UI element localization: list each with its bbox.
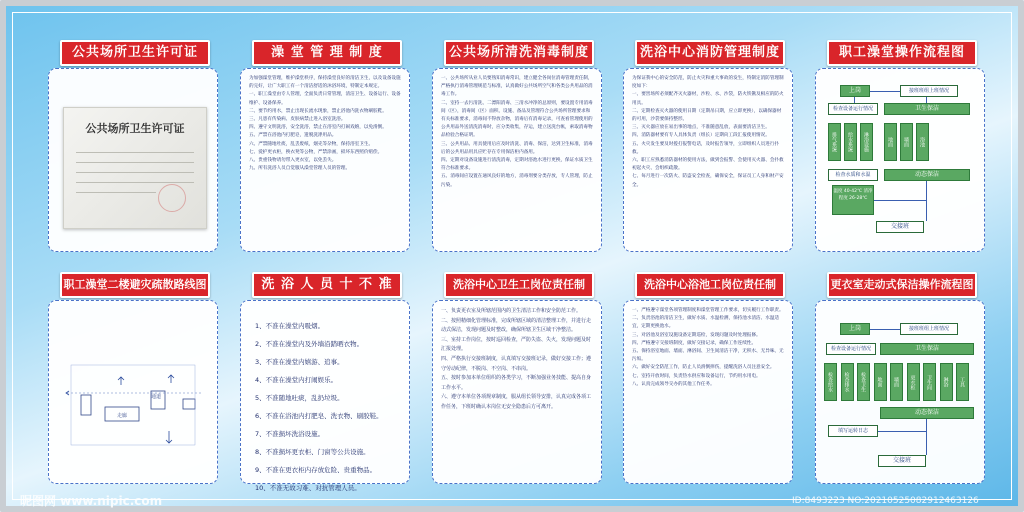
rule-item: 2、不准在澡堂内及外墙沿踏晒衣物。 [255, 340, 364, 348]
rule-item: 7、不准损坏洗浴设施。 [255, 430, 325, 438]
rule-item: 1、不准在澡堂内吸烟。 [255, 322, 325, 330]
panel-permit [48, 68, 218, 252]
flow2-column: 检查卫生 [857, 363, 870, 401]
panel-bath-flow [815, 68, 985, 252]
title-permit: 公共场所卫生许可证 [60, 40, 210, 66]
panel-disinfection [432, 68, 602, 252]
permit-title: 公共场所卫生许可证 [85, 122, 185, 135]
panel-fire-safety [623, 68, 793, 252]
flow1-onduty: 上岗 [840, 85, 870, 97]
rule-item: 10、不准无故习难、对抗管理人员。 [255, 484, 361, 492]
rule-item: 6、不准在浴池内打肥皂、洗衣物、刷胶鞋。 [255, 412, 383, 420]
image-id-watermark: ID:8493223 NO:20210525082912463126 [792, 496, 979, 506]
bath-rules-text: 为加强澡堂管理，维护澡堂秩序，保持澡堂良好的清洁卫生，以及设备设施的完好，让广大职工有一个清洁舒适的沐浴环境，特制定本规定。 一、职工澡堂由专人管理，全面负责日常管理，清洁卫生、设备运行、设备维护、设备保养。 二、要节约用水，禁止出现长流水现象，禁止浴池内洗衣物刷胶鞋。 三、凡患有传染病、皮肤病禁止进入浴室洗浴。 四、遵守文明洗浴，安全洗浴，禁止在浴室内打闹戏嬉，以免滑倒。 五、严禁在浴池内打肥皂，遗脱洗涤用品。 六、严禁随地吐痰，乱丢废纸，烟壳等杂物，保持浴室卫生。 七、爱护更衣柜，换衣凳等公物，严禁涂画，损坏东西照价赔偿。 八、贵重钱物请勿带入更衣室，以免丢失。 九、所有洗浴人员自觉服从澡堂管理人员的管理。 [249, 76, 401, 172]
rule-item: 5、不准随地吐痰，乱扔垃圾。 [255, 394, 344, 402]
rule-item: 9、不准在更衣柜内存放危险、贵重物品。 [255, 466, 377, 474]
map-label-passage: 通道 [151, 394, 162, 400]
evacuation-map [61, 335, 205, 455]
flow2-column: 工具 [956, 363, 969, 401]
flow2-handover-check: 接班班组上班情况 [900, 323, 958, 335]
panel-bath-rules [240, 68, 410, 252]
rule-item: 8、不准损坏更衣柜、门窗等公共设施。 [255, 448, 370, 456]
flow2-cleaning: 卫生保洁 [880, 343, 974, 355]
flow1-shift-handover: 交接班 [876, 221, 924, 233]
flow2-column: 更衣柜 [907, 363, 920, 401]
ten-rules-list [241, 317, 409, 497]
flow1-equipment-check: 检查设备运行情况 [828, 103, 878, 115]
panel-locker-flow [815, 300, 985, 484]
flow2-column: 检查排水 [841, 363, 854, 401]
flow1-dynamic-clean: 动态保洁 [884, 169, 970, 181]
disinfection-text: 一、公共场所从业人员要熟知消毒常识，建立健全各岗位消毒管理责任制，严格执行消毒管理规范与标准，认真做好公共场所空气和各类公共用品的消毒工作。 二、室持一去污清洗、二漂阳消毒、三清水冲净的总原则，要设置专用消毒间（区），消毒间（区）面积、设施、备品及管理符合公共场所管理要求和有关标准要求，消毒间不得放杂物，消毒后有消毒记录，可查看管理使用的公共用品外送清洗消毒时，应分类收集，存运，建立送洗台帐，索取消毒物品检验合格证明。 三、公共用品、用具使用后应及时清洗、消毒、保洁，达到卫生标准，消毒后的公共用品用具应贮存在专用保洁柜内备用。 四、定期对设备设施进行清洗消毒，定期对浴池水进行更换，保证水质卫生符合标准要求。 五、消毒间应设置在通风良好的地方，消毒剂要分类存放，专人管理，防止污染。 [441, 76, 593, 188]
rule-item: 3、不准在澡堂内嬉游、追事。 [255, 358, 344, 366]
flow2-dynamic-clean: 动态保洁 [880, 407, 974, 419]
flow1-handover-check: 接班班组上班情况 [900, 85, 958, 97]
flow1-column: 给水系统 [844, 123, 857, 161]
flow2-onduty: 上岗 [840, 323, 870, 335]
flow2-equipment-check: 检查设备运行情况 [826, 343, 876, 355]
flow1-column: 排气系统 [828, 123, 841, 161]
title-pool-duty: 洗浴中心浴池工岗位责任制 [635, 272, 785, 298]
flow2-column: 卫生间 [923, 363, 936, 401]
flow2-column: 检查给水 [824, 363, 837, 401]
rule-item: 4、不准在澡堂内打闹娱乐。 [255, 376, 338, 384]
flow1-column: 墙面 [900, 123, 913, 161]
title-disinfection: 公共场所清洗消毒制度 [444, 40, 594, 66]
site-watermark: 昵图网 www.nipic.com [20, 494, 163, 508]
permit-certificate [63, 107, 207, 229]
flow2-shift-handover: 交接班 [878, 455, 926, 467]
flow1-cleaning: 卫生保洁 [884, 103, 970, 115]
fire-safety-text: 为保证我中心的安全防范，防止火灾和重大事故的发生，特制定消防管理制度如下： 一、要害场所必须配齐灭火器材，沙粒、水、沙袋，防火铁锹及相应的防火用具。 二、定期检查灭火器的使用日期（定期吊日期，应立即更换），以确保器材的可用，沙袋要保持整形。 三、灭火器应放在易出事的地点，不准随意乱放，表面要清洁卫生。 四、消防器材要有专人具体负责（组长）定期向工段汇报使用情况。 五、火灾发生要及时拨打报警电话，及时报告领导，立即组织人员进行扑救。 六、职工应熟悉消防器材的使用方法，做到会报警、会使用灭火器、会扑救初起火灾、会组织疏散。 七、每月进行一次防火、防盗安全检查，确保安全，保证员工人身和财产安全。 [632, 76, 784, 188]
flow1-temperature: 温度 40-42℃ 清净程度 26-28℃ [832, 185, 874, 215]
flow1-column: 地面 [884, 123, 897, 161]
title-bath-flow: 职工澡堂操作流程图 [827, 40, 977, 66]
flow2-log: 填写运转日志 [828, 425, 878, 437]
panel-evacuation-map [48, 300, 218, 484]
cleaner-duty-text: 一、负责更衣室及所辖范围内的卫生清洁工作和安全防范工作。 二、按照精细化管理标准，完成所辖区域的清洁整理工作，并进行走动式保洁，发现问题及时整改，确保所辖卫生区域干净整洁。 三、室持工作岗位，按时巡回检查，严防失盗、失火，发现问题及时汇报处理。 四、严格执行交接班制度，认真填写交接班记录，做好交接工作；遵守劳动纪律，不脱岗、不空岗、不串岗。 五、按时参加本单位组织的各类学习，不断加强业务技能、提高自身工作水平。 六、遵守本单位各项规章制度，服从组长领导安排，认真完成各项工作任务，下班时确认本岗位无安全隐患后方可离开。 [441, 308, 592, 410]
panel-ten-rules [240, 300, 410, 492]
panel-cleaner-duty [432, 300, 602, 484]
flow1-column: 浴池 [916, 123, 929, 161]
title-bath-rules: 澡 堂 管 理 制 度 [252, 40, 402, 66]
flow2-column: 淋浴 [940, 363, 953, 401]
map-label-corridor: 走廊 [117, 413, 128, 419]
title-fire-safety: 洗浴中心消防管理制度 [635, 40, 785, 66]
flow1-column: 淋浴设施 [860, 123, 873, 161]
seal-icon [158, 184, 186, 212]
title-locker-flow: 更衣室走动式保洁操作流程图 [827, 272, 977, 298]
title-evacuation-map: 职工澡堂二楼避灾疏散路线图 [60, 272, 210, 298]
flow2-column: 墙面 [890, 363, 903, 401]
flow2-column: 地面 [874, 363, 887, 401]
pool-duty-text: 一、严格遵守澡堂各项管理制度和澡堂管理工作要求，切实履行工作职责。 二、负责浴池的清洁卫生，做好水质、水温检测，保持池水清洁、水温适宜，定期更换池水。 三、对浴池及浴室设施设备定期巡检，发现问题及时处理报修。 四、严格遵守交接班制度，做好交接记录，确保工作连续性。 五、保持浴室地面、墙面、淋浴间、卫生间清洁干净，无积水、无异味、无污垢。 六、做好安全防范工作，防止人员滑倒摔伤，提醒洗浴人员注意安全。 七、室持开放时间，负责热水供应和设备运行，节约用水用电。 八、认真完成领导交办的其他工作任务。 [632, 308, 784, 387]
title-ten-rules: 洗 浴 人 员 十 不 准 [252, 272, 402, 298]
flow1-water-check: 检查水质和水温 [828, 169, 878, 181]
title-cleaner-duty: 洗浴中心卫生工岗位责任制 [444, 272, 594, 298]
panel-pool-duty [623, 300, 793, 484]
